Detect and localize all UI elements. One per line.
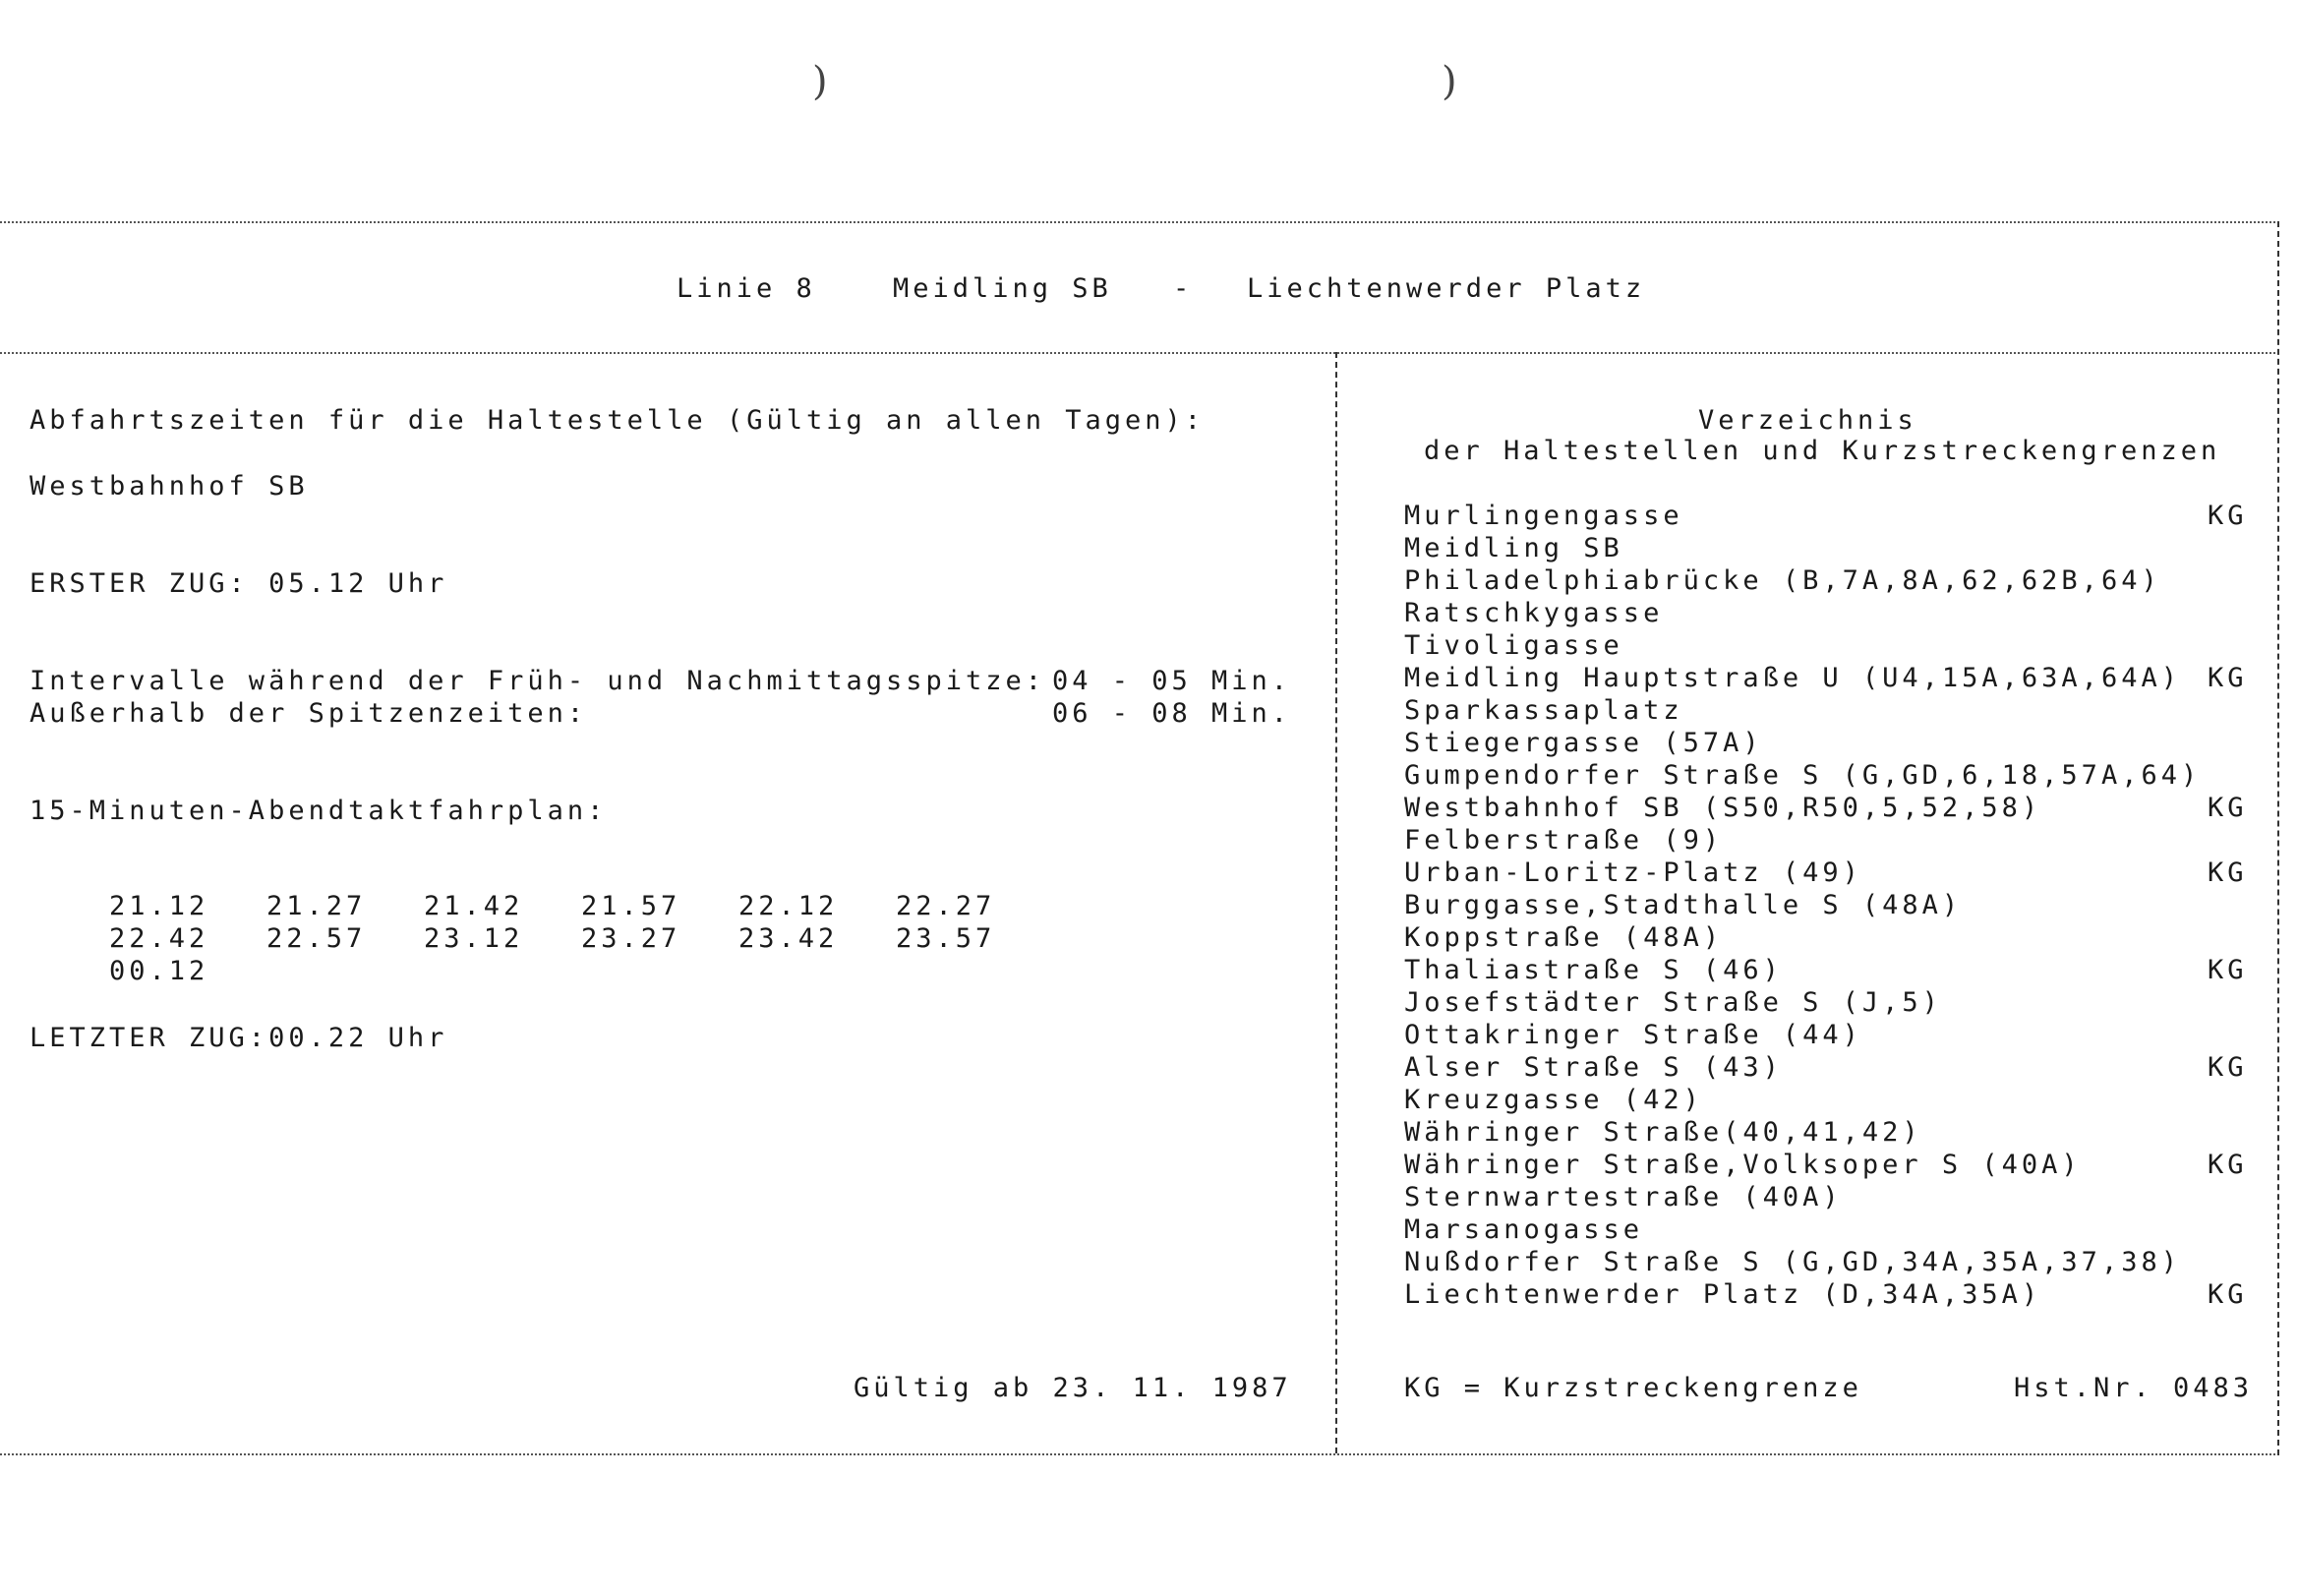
stop-item-name: Stiegergasse (57A) bbox=[1404, 728, 1763, 758]
stop-item-name: Ottakringer Straße (44) bbox=[1404, 1020, 1862, 1050]
stop-item bbox=[1404, 1279, 2269, 1312]
stop-item bbox=[1404, 825, 2269, 857]
stop-item bbox=[1404, 1182, 2269, 1214]
offpeak-interval-value: 06 - 08 Min. bbox=[1052, 698, 1292, 729]
right-border bbox=[2277, 221, 2279, 1455]
bottom-border bbox=[0, 1453, 2279, 1455]
evening-times-row bbox=[29, 925, 266, 1017]
stop-item bbox=[1404, 695, 2269, 728]
stop-item bbox=[1404, 1150, 2269, 1182]
header-divider bbox=[0, 352, 2279, 354]
stop-item-name: Marsanogasse bbox=[1404, 1214, 1644, 1245]
stop-item bbox=[1404, 1117, 2269, 1150]
first-train: ERSTER ZUG: 05.12 Uhr bbox=[29, 568, 448, 599]
stop-item-name: Philadelphiabrücke (B,7A,8A,62,62B,64) bbox=[1404, 565, 2161, 596]
kg-badge: KG bbox=[2208, 1150, 2248, 1180]
stop-item bbox=[1404, 1247, 2269, 1279]
stop-item-name: Liechtenwerder Platz (D,34A,35A) bbox=[1404, 1279, 2042, 1310]
stop-item bbox=[1404, 793, 2269, 825]
timetable-board bbox=[0, 221, 2279, 1455]
stop-item bbox=[1404, 533, 2269, 565]
stop-item-name: Sparkassaplatz bbox=[1404, 695, 1683, 726]
punch-mark-right: ) bbox=[1442, 59, 1457, 104]
stop-item-name: Sternwartestraße (40A) bbox=[1404, 1182, 1843, 1212]
stop-item bbox=[1404, 987, 2269, 1020]
peak-interval-value: 04 - 05 Min. bbox=[1052, 666, 1292, 696]
valid-from: Gültig ab 23. 11. 1987 bbox=[854, 1373, 1292, 1403]
punch-mark-left: ) bbox=[812, 59, 828, 104]
stop-item-name: Nußdorfer Straße S (G,GD,34A,35A,37,38) bbox=[1404, 1247, 2181, 1277]
departure-time: 22.12 bbox=[738, 891, 839, 921]
departure-time: 22.42 bbox=[109, 923, 209, 954]
stop-number: Hst.Nr. 0483 bbox=[2014, 1373, 2254, 1403]
stop-item bbox=[1404, 922, 2269, 955]
kg-badge: KG bbox=[2208, 955, 2248, 985]
last-train: LETZTER ZUG:00.22 Uhr bbox=[29, 1023, 448, 1053]
stop-item bbox=[1404, 760, 2269, 793]
column-divider bbox=[1335, 352, 1337, 1453]
kg-badge: KG bbox=[2208, 857, 2248, 888]
departure-time: 22.27 bbox=[896, 891, 996, 921]
kg-badge: KG bbox=[2208, 793, 2248, 823]
stop-item-name: Thaliastraße S (46) bbox=[1404, 955, 1783, 985]
stop-item-name: Murlingengasse bbox=[1404, 501, 1683, 531]
departure-time: 23.42 bbox=[738, 923, 839, 954]
stop-item bbox=[1404, 663, 2269, 695]
departure-time: 23.57 bbox=[896, 923, 996, 954]
stop-item-name: Urban-Loritz-Platz (49) bbox=[1404, 857, 1862, 888]
offpeak-interval-label: Außerhalb der Spitzenzeiten: bbox=[29, 698, 588, 729]
departure-time: 21.57 bbox=[581, 891, 681, 921]
evening-heading: 15-Minuten-Abendtaktfahrplan: bbox=[29, 796, 608, 826]
stop-item-name: Felberstraße (9) bbox=[1404, 825, 1724, 856]
departure-time: 21.27 bbox=[266, 891, 367, 921]
stop-item-name: Ratschkygasse bbox=[1404, 598, 1664, 628]
stop-item-name: Alser Straße S (43) bbox=[1404, 1052, 1783, 1083]
route-end: Liechtenwerder Platz bbox=[1247, 273, 1646, 304]
stop-item bbox=[1404, 1085, 2269, 1117]
stop-item-name: Meidling SB bbox=[1404, 533, 1623, 563]
stop-item bbox=[1404, 565, 2269, 598]
stop-list-subtitle: der Haltestellen und Kurzstreckengrenzen bbox=[1424, 436, 2221, 466]
departure-time: 00.12 bbox=[109, 956, 209, 986]
stop-item bbox=[1404, 501, 2269, 533]
departure-time: 23.27 bbox=[581, 923, 681, 954]
departure-time: 22.57 bbox=[266, 923, 367, 954]
stop-item bbox=[1404, 630, 2269, 663]
stop-name: Westbahnhof SB bbox=[29, 471, 309, 502]
stop-list-title: Verzeichnis bbox=[1698, 405, 1917, 436]
stop-item-name: Burggasse,Stadthalle S (48A) bbox=[1404, 890, 1963, 920]
kg-legend: KG = Kurzstreckengrenze bbox=[1404, 1373, 1862, 1403]
stop-item-name: Josefstädter Straße S (J,5) bbox=[1404, 987, 1942, 1018]
kg-badge: KG bbox=[2208, 1052, 2248, 1083]
route-start: Meidling SB bbox=[893, 273, 1112, 304]
route-dash: - bbox=[1173, 273, 1194, 304]
departure-time: 21.42 bbox=[424, 891, 524, 921]
stop-item-name: Währinger Straße,Volksoper S (40A) bbox=[1404, 1150, 2082, 1180]
stop-item-name: Koppstraße (48A) bbox=[1404, 922, 1724, 953]
peak-interval-label: Intervalle während der Früh- und Nachmittagsspitze: bbox=[29, 666, 1046, 696]
stop-item bbox=[1404, 1214, 2269, 1247]
stop-item-name: Tivoligasse bbox=[1404, 630, 1623, 661]
stop-item bbox=[1404, 857, 2269, 890]
stop-item-name: Gumpendorfer Straße S (G,GD,6,18,57A,64) bbox=[1404, 760, 2202, 791]
departure-time: 21.12 bbox=[109, 891, 209, 921]
departure-time: 23.12 bbox=[424, 923, 524, 954]
kg-badge: KG bbox=[2208, 1279, 2248, 1310]
stop-item-name: Währinger Straße(40,41,42) bbox=[1404, 1117, 1922, 1148]
stop-item bbox=[1404, 890, 2269, 922]
kg-badge: KG bbox=[2208, 501, 2248, 531]
stop-item bbox=[1404, 955, 2269, 987]
kg-badge: KG bbox=[2208, 663, 2248, 693]
departures-heading: Abfahrtszeiten für die Haltestelle (Gültig an allen Tagen): bbox=[29, 405, 1206, 436]
stop-item bbox=[1404, 728, 2269, 760]
top-border bbox=[0, 221, 2279, 223]
stop-item bbox=[1404, 1052, 2269, 1085]
stop-item bbox=[1404, 598, 2269, 630]
stop-item bbox=[1404, 1020, 2269, 1052]
line-number: Linie 8 bbox=[677, 273, 816, 304]
stop-item-name: Meidling Hauptstraße U (U4,15A,63A,64A) bbox=[1404, 663, 2181, 693]
stop-item-name: Kreuzgasse (42) bbox=[1404, 1085, 1703, 1115]
stop-item-name: Westbahnhof SB (S50,R50,5,52,58) bbox=[1404, 793, 2042, 823]
